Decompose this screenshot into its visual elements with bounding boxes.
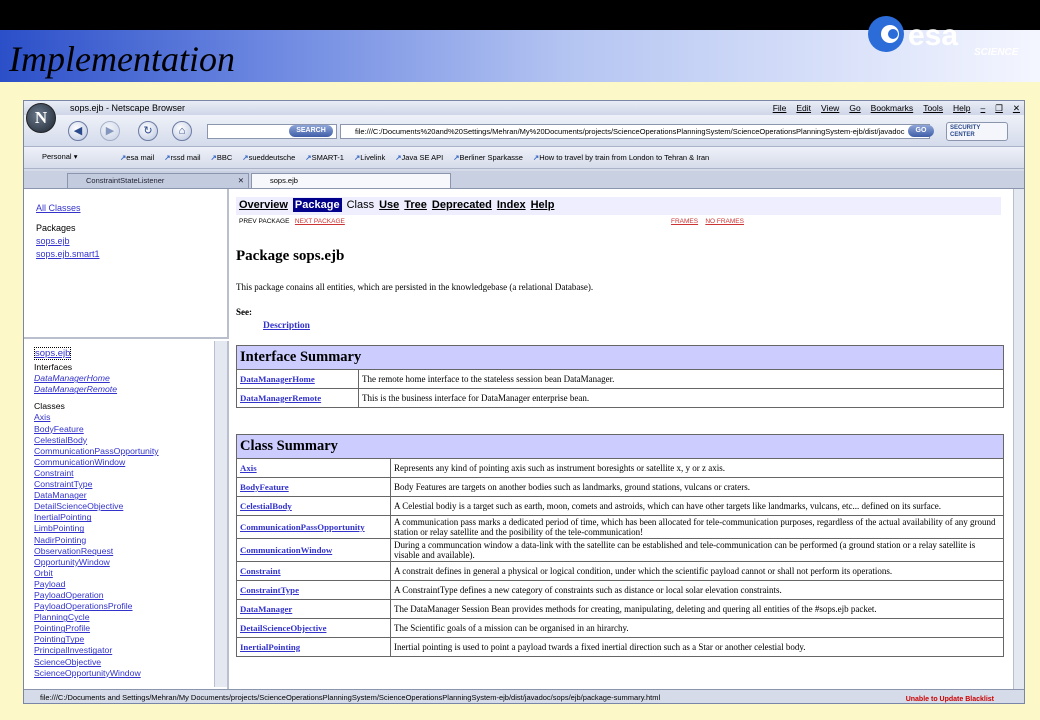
summary-name-link[interactable]: InertialPointing	[240, 642, 301, 652]
close-icon[interactable]: ✕	[1012, 103, 1020, 113]
bookmark-rssd-mail[interactable]: ↗ rssd mail	[164, 153, 200, 162]
tab-constraint-state-listener[interactable]: ConstraintStateListener ✕	[67, 173, 249, 188]
bookmark-sueddeutsche[interactable]: ↗ sueddeutsche	[242, 153, 295, 162]
security-center-button[interactable]	[946, 122, 1008, 141]
class-link[interactable]: Axis	[34, 412, 51, 423]
summary-description: This is the business interface for DataManager enterprise bean.	[359, 389, 1004, 408]
slide-header	[0, 0, 1040, 100]
class-link[interactable]: PayloadOperation	[34, 589, 104, 600]
summary-description: The remote home interface to the stateless session bean DataManager.	[359, 370, 1004, 389]
packages-frame	[24, 189, 229, 339]
tab-sops-ejb[interactable]: sops.ejb	[251, 173, 451, 188]
summary-description: Inertial pointing is used to point a payload twards a fixed inertial direction such as a Star or another celestial body.	[391, 638, 1004, 657]
class-link[interactable]: CommunicationPassOpportunity	[34, 445, 159, 456]
menu-go[interactable]: Go	[849, 103, 861, 113]
page-title: Package sops.ejb	[236, 248, 345, 264]
bookmark-smart1[interactable]: ↗ SMART-1	[305, 153, 344, 162]
interface-summary-heading: Interface Summary	[237, 346, 1004, 370]
security-label-2: CENTER	[950, 132, 975, 138]
summary-row	[237, 497, 1004, 516]
class-list	[34, 412, 217, 678]
restore-icon[interactable]: ❐	[995, 103, 1003, 113]
next-package-link[interactable]: NEXT PACKAGE	[294, 218, 345, 225]
interfaces-heading: Interfaces	[34, 362, 73, 373]
menu-edit[interactable]: Edit	[796, 103, 812, 113]
class-link[interactable]: ObservationRequest	[34, 545, 114, 556]
menu-view[interactable]: View	[821, 103, 840, 113]
package-description: This package conains all entities, which are persisted in the knowledgebase (a relational Database).	[236, 282, 594, 292]
right-scrollbar[interactable]	[1013, 189, 1025, 689]
class-link[interactable]: PointingProfile	[34, 623, 91, 634]
interface-list	[34, 373, 217, 395]
summary-description: During a communcation window a data-link with the satellite can be established and tele-communication can be performed (a ground station or a relay satellite is visable and available).	[391, 539, 1004, 562]
title-bar	[24, 101, 1024, 115]
no-frames-link[interactable]: NO FRAMES	[705, 218, 744, 225]
nav-use[interactable]: Use	[379, 199, 400, 211]
status-url: file:///C:/Documents and Settings/Mehran/My Documents/projects/ScienceOperationsPlanningSystem/ScienceOperationsPlanningSystem-ejb/dist/javadoc/sops/ejb/package-summary.html	[40, 693, 661, 702]
back-button[interactable]	[68, 121, 88, 141]
bookmark-list	[120, 153, 709, 162]
home-icon: ⌂	[178, 125, 186, 137]
slide-title: Implementation	[9, 39, 235, 79]
packages-heading: Packages	[36, 223, 76, 233]
interface-link[interactable]: DataManagerHome	[34, 373, 110, 384]
class-summary-table	[236, 434, 1004, 657]
nav-overview[interactable]: Overview	[239, 199, 288, 211]
personal-menu[interactable]: Personal ▾	[42, 152, 78, 161]
esa-logo-sub: SCIENCE	[974, 47, 1019, 58]
class-link[interactable]: ConstraintType	[34, 479, 93, 490]
nav-deprecated[interactable]: Deprecated	[431, 199, 492, 211]
search-button[interactable]: SEARCH	[289, 125, 333, 137]
summary-name-cell	[237, 638, 391, 657]
class-link[interactable]: CelestialBody	[34, 434, 88, 445]
see-label: See:	[236, 307, 252, 317]
class-link[interactable]: PlanningCycle	[34, 612, 90, 623]
nav-help[interactable]: Help	[530, 199, 555, 211]
blacklist-warning: Unable to Update Blacklist	[905, 696, 994, 703]
class-link[interactable]: LimbPointing	[34, 523, 85, 534]
summary-row	[237, 389, 1004, 408]
page-content	[24, 189, 1024, 689]
summary-name-link[interactable]: CommunicationPassOpportunity	[240, 522, 365, 532]
interface-summary-table	[236, 345, 1004, 408]
all-classes-link[interactable]: All Classes	[36, 203, 81, 213]
class-link[interactable]: ScienceObjective	[34, 656, 102, 667]
status-bar	[24, 689, 1024, 704]
security-label-1: SECURITY	[950, 125, 981, 131]
summary-description: The DataManager Session Bean provides methods for creating, manipulating, deleting and quering all entities of the #sops.ejb packet.	[391, 600, 1004, 619]
left-scrollbar[interactable]	[214, 341, 227, 687]
class-link[interactable]: Constraint	[34, 467, 74, 478]
bookmark-train-tehran[interactable]: ↗ How to travel by train from London to Tehran & Iran	[533, 153, 709, 162]
class-link[interactable]: CommunicationWindow	[34, 456, 126, 467]
summary-name-cell	[237, 581, 391, 600]
summary-row	[237, 562, 1004, 581]
reload-button[interactable]	[138, 121, 158, 141]
class-link[interactable]: DataManager	[34, 490, 87, 501]
class-link[interactable]: Payload	[34, 578, 66, 589]
bookmark-esa-mail[interactable]: ↗ esa mail	[120, 153, 154, 162]
summary-name-cell	[237, 600, 391, 619]
summary-description: The Scientific goals of a mission can be organised in an hirarchy.	[391, 619, 1004, 638]
summary-row	[237, 478, 1004, 497]
menu-file[interactable]: File	[772, 103, 787, 113]
summary-description: Represents any kind of pointing axis such as instrument boresights or satellite x, y or z axis.	[391, 459, 1004, 478]
prev-package-label: PREV PACKAGE	[239, 218, 290, 225]
summary-name-link[interactable]: DataManagerRemote	[240, 393, 322, 403]
summary-description: A constrait defines in general a physical or logical condition, under which the scientific payload cannot or shall not perform its operations.	[391, 562, 1004, 581]
summary-description: Body Features are targets on another bodies such as landmarks, ground stations, vulcans or craters.	[391, 478, 1004, 497]
summary-name-link[interactable]: Constraint	[240, 566, 281, 576]
summary-row	[237, 370, 1004, 389]
summary-name-link[interactable]: CelestialBody	[240, 501, 292, 511]
classes-heading: Classes	[34, 401, 65, 412]
package-link[interactable]: sops.ejb.smart1	[36, 249, 100, 259]
summary-name-link[interactable]: DetailScienceObjective	[240, 623, 327, 633]
summary-row	[237, 539, 1004, 562]
forward-button[interactable]	[100, 121, 120, 141]
summary-name-cell	[237, 389, 359, 408]
bookmarks-toolbar	[24, 147, 1024, 169]
menu-help[interactable]: Help	[953, 103, 971, 113]
class-link[interactable]: PayloadOperationsProfile	[34, 601, 133, 612]
nav-package: Package	[294, 199, 340, 211]
summary-name-cell	[237, 562, 391, 581]
summary-name-link[interactable]: DataManager	[240, 604, 293, 614]
summary-name-link[interactable]: DataManagerHome	[240, 374, 315, 384]
url-input[interactable]: file:///C:/Documents%20and%20Settings/Mehran/My%20Documents/projects/ScienceOperationsPlanningSystem/ScienceOperationsPlanningSystem-ejb/dist/javadoc	[340, 124, 930, 139]
summary-name-cell	[237, 539, 391, 562]
forward-arrow-icon: ▶	[105, 125, 115, 137]
javadoc-sub-nav	[239, 218, 999, 225]
summary-name-cell	[237, 516, 391, 539]
summary-row	[237, 638, 1004, 657]
home-button[interactable]	[172, 121, 192, 141]
go-button[interactable]: GO	[908, 125, 934, 137]
summary-name-link[interactable]: ConstraintType	[240, 585, 299, 595]
package-summary-frame	[231, 189, 1025, 689]
summary-row	[237, 459, 1004, 478]
class-link[interactable]: PrincipalInvestigator	[34, 645, 113, 656]
summary-row	[237, 619, 1004, 638]
class-summary-heading: Class Summary	[237, 435, 1004, 459]
javadoc-nav-bar	[236, 197, 1001, 215]
back-arrow-icon: ◀	[73, 125, 83, 137]
summary-name-link[interactable]: Axis	[240, 463, 257, 473]
reload-icon: ↻	[143, 125, 153, 137]
summary-name-cell	[237, 459, 391, 478]
summary-name-link[interactable]: CommunicationWindow	[240, 545, 333, 555]
navigation-toolbar	[24, 115, 1024, 147]
window-title: sops.ejb - Netscape Browser	[70, 103, 186, 113]
minimize-icon[interactable]: –	[980, 103, 986, 113]
nav-class: Class	[346, 199, 375, 211]
bookmark-livelink[interactable]: ↗ Livelink	[354, 153, 385, 162]
tab-bar	[24, 171, 1024, 189]
nav-index[interactable]: Index	[496, 199, 526, 211]
esa-logo-text: esa	[908, 19, 959, 52]
current-package-link[interactable]: sops.ejb	[35, 348, 71, 359]
menu-tools[interactable]: Tools	[923, 103, 944, 113]
interface-link[interactable]: DataManagerRemote	[34, 384, 118, 395]
bookmark-java-se-api[interactable]: ↗ Java SE API	[395, 153, 443, 162]
browser-window	[23, 100, 1025, 704]
summary-row	[237, 581, 1004, 600]
class-link[interactable]: PointingType	[34, 634, 85, 645]
class-link[interactable]: ScienceOpportunityWindow	[34, 667, 141, 678]
bookmark-berliner-sparkasse[interactable]: ↗ Berliner Sparkasse	[453, 153, 523, 162]
summary-name-link[interactable]: BodyFeature	[240, 482, 289, 492]
menu-bookmarks[interactable]: Bookmarks	[870, 103, 914, 113]
class-link[interactable]: OpportunityWindow	[34, 556, 110, 567]
frames-link[interactable]: FRAMES	[671, 218, 699, 225]
summary-name-cell	[237, 370, 359, 389]
esa-logo	[864, 12, 1034, 60]
class-link[interactable]: NadirPointing	[34, 534, 87, 545]
nav-tree[interactable]: Tree	[404, 199, 427, 211]
description-link[interactable]: Description	[263, 321, 310, 331]
menu-bar	[773, 103, 1020, 114]
bookmark-bbc[interactable]: ↗ BBC	[211, 153, 233, 162]
package-link[interactable]: sops.ejb	[36, 236, 70, 246]
class-link[interactable]: BodyFeature	[34, 423, 84, 434]
summary-description: A ConstraintType defines a new category of constraints such as distance or local solar elevation constraints.	[391, 581, 1004, 600]
summary-description: A communication pass marks a dedicated period of time, which has been allocated for tele-communication purposes, regardless of the actual availability of any ground station or relay satellite and the posibility of the tele-communication!	[391, 516, 1004, 539]
summary-description: A Celestial bodiy is a target such as earth, moon, comets and astroids, which can have other targets like landmarks, vulcans, etc... defined on its surface.	[391, 497, 1004, 516]
summary-name-cell	[237, 497, 391, 516]
summary-row	[237, 516, 1004, 539]
class-link[interactable]: DetailScienceObjective	[34, 501, 124, 512]
netscape-logo: N	[26, 103, 56, 133]
class-link[interactable]: Orbit	[34, 567, 53, 578]
class-link[interactable]: InertialPointing	[34, 512, 92, 523]
summary-name-cell	[237, 619, 391, 638]
summary-name-cell	[237, 478, 391, 497]
package-classes-frame	[24, 341, 229, 689]
summary-row	[237, 600, 1004, 619]
tab-close-icon[interactable]: ✕	[237, 176, 244, 185]
